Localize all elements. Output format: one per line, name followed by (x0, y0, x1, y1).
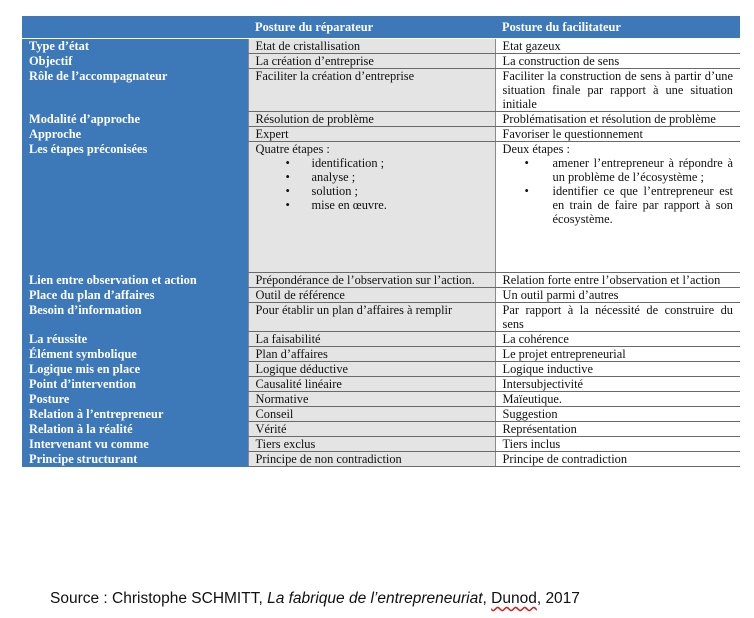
cell-reparateur (248, 142, 495, 273)
table-row (22, 112, 740, 127)
bullet-icon: • (524, 156, 529, 170)
cell-facilitateur: Logique inductive (495, 362, 740, 377)
row-label: Intervenant vu comme (22, 437, 248, 452)
source-year: , 2017 (536, 590, 580, 607)
table-row (22, 347, 740, 362)
table-row (22, 303, 740, 332)
bullet-icon: • (524, 184, 529, 198)
comparison-table-wrapper (22, 16, 740, 467)
comparison-table (22, 16, 740, 467)
table-row (22, 422, 740, 437)
list-item-text: identification ; (311, 156, 385, 170)
table-row (22, 142, 740, 273)
cell-reparateur: Résolution de problème (248, 112, 495, 127)
cell-reparateur: Normative (248, 392, 495, 407)
cell-reparateur: Logique déductive (248, 362, 495, 377)
cell-reparateur: Conseil (248, 407, 495, 422)
row-label: Rôle de l’accompagnateur (22, 69, 248, 112)
list-item-text: mise en œuvre. (311, 198, 387, 212)
cell-facilitateur: Maïeutique. (495, 392, 740, 407)
row-label: Posture (22, 392, 248, 407)
bullet-icon: • (285, 170, 290, 184)
cell-reparateur: Etat de cristallisation (248, 39, 495, 54)
table-row (22, 437, 740, 452)
header-facilitateur: Posture du facilitateur (495, 16, 740, 39)
table-row (22, 452, 740, 467)
cell-facilitateur: La construction de sens (495, 54, 740, 69)
source-separator: , (482, 590, 492, 607)
bullet-icon: • (285, 198, 290, 212)
table-row (22, 273, 740, 288)
list-item (524, 156, 734, 184)
list-item-text: solution ; (311, 184, 358, 198)
cell-facilitateur: Etat gazeux (495, 39, 740, 54)
table-row (22, 377, 740, 392)
row-label: Point d’intervention (22, 377, 248, 392)
cell-reparateur: Vérité (248, 422, 495, 437)
cell-reparateur: Prépondérance de l’observation sur l’action. (248, 273, 495, 288)
list-item (285, 198, 488, 272)
table-row (22, 54, 740, 69)
source-caption (50, 590, 580, 608)
source-prefix: Source : Christophe SCHMITT, (50, 590, 268, 607)
steps-intro: Quatre étapes : (255, 142, 330, 156)
source-publisher: Dunod (491, 590, 537, 607)
row-label: Besoin d’information (22, 303, 248, 332)
cell-facilitateur: Favoriser le questionnement (495, 127, 740, 142)
cell-facilitateur: Faciliter la construction de sens à partir d’une situation finale par rapport à une situation initiale (495, 69, 740, 112)
row-label: Approche (22, 127, 248, 142)
row-label: Principe structurant (22, 452, 248, 467)
table-row (22, 332, 740, 347)
cell-facilitateur: Un outil parmi d’autres (495, 288, 740, 303)
cell-facilitateur: Par rapport à la nécessité de construire du sens (495, 303, 740, 332)
list-item (285, 156, 488, 170)
cell-facilitateur: Tiers inclus (495, 437, 740, 452)
table-row (22, 288, 740, 303)
row-label: Logique mis en place (22, 362, 248, 377)
header-reparateur: Posture du réparateur (248, 16, 495, 39)
cell-facilitateur: Problématisation et résolution de problème (495, 112, 740, 127)
list-item-text: identifier ce que l’entrepreneur est en train de faire par rapport à son écosystème. (552, 184, 733, 226)
row-label: Relation à l’entrepreneur (22, 407, 248, 422)
cell-reparateur: Causalité linéaire (248, 377, 495, 392)
list-item (285, 184, 488, 198)
table-row (22, 127, 740, 142)
list-item (524, 184, 734, 226)
table-row (22, 392, 740, 407)
cell-facilitateur (495, 142, 740, 273)
row-label: Modalité d’approche (22, 112, 248, 127)
cell-reparateur: Tiers exclus (248, 437, 495, 452)
cell-reparateur: La faisabilité (248, 332, 495, 347)
cell-facilitateur: Le projet entrepreneurial (495, 347, 740, 362)
steps-list (503, 156, 734, 226)
row-label: Type d’état (22, 39, 248, 54)
list-item-text: analyse ; (311, 170, 356, 184)
cell-facilitateur: Relation forte entre l’observation et l’action (495, 273, 740, 288)
table-row (22, 39, 740, 54)
table-header-row (22, 16, 740, 39)
bullet-icon: • (285, 156, 290, 170)
table-row (22, 362, 740, 377)
bullet-icon: • (285, 184, 290, 198)
list-item (285, 170, 488, 184)
cell-facilitateur: Suggestion (495, 407, 740, 422)
cell-reparateur: Outil de référence (248, 288, 495, 303)
list-item-text: amener l’entrepreneur à répondre à un problème de l’écosystème ; (552, 156, 733, 184)
cell-facilitateur: Intersubjectivité (495, 377, 740, 392)
table-row (22, 407, 740, 422)
cell-reparateur: Faciliter la création d’entreprise (248, 69, 495, 112)
row-label: Place du plan d’affaires (22, 288, 248, 303)
source-book-title: La fabrique de l’entrepreneuriat (267, 590, 483, 607)
cell-facilitateur: La cohérence (495, 332, 740, 347)
cell-reparateur: Expert (248, 127, 495, 142)
cell-facilitateur: Représentation (495, 422, 740, 437)
cell-reparateur: Principe de non contradiction (248, 452, 495, 467)
row-label: Les étapes préconisées (22, 142, 248, 273)
cell-reparateur: Plan d’affaires (248, 347, 495, 362)
row-label: Relation à la réalité (22, 422, 248, 437)
cell-facilitateur: Principe de contradiction (495, 452, 740, 467)
steps-intro: Deux étapes : (502, 142, 570, 156)
row-label: Objectif (22, 54, 248, 69)
row-label: Élément symbolique (22, 347, 248, 362)
row-label: La réussite (22, 332, 248, 347)
cell-reparateur: La création d’entreprise (248, 54, 495, 69)
table-row (22, 69, 740, 112)
steps-list (256, 156, 488, 272)
row-label: Lien entre observation et action (22, 273, 248, 288)
header-corner-cell (22, 16, 248, 39)
cell-reparateur: Pour établir un plan d’affaires à remplir (248, 303, 495, 332)
